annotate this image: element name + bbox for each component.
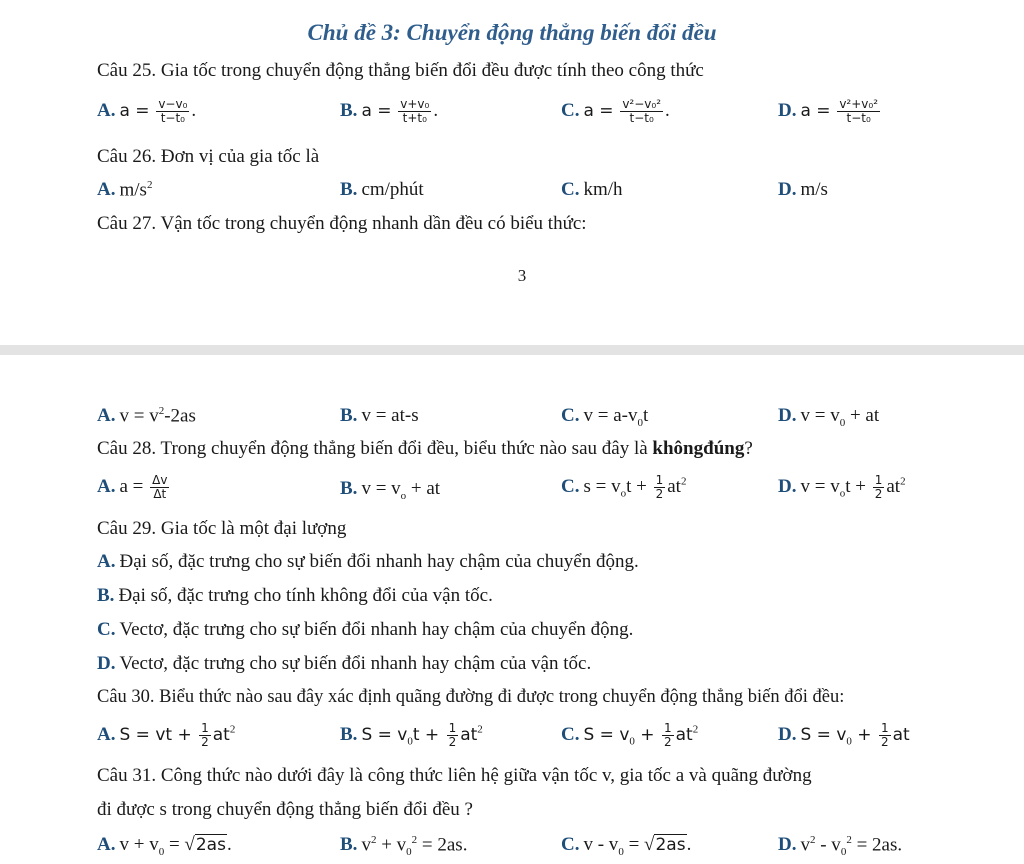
option-label: D. [778,99,797,121]
fraction: $\frac{1}{2}$ [655,473,664,501]
q29-option-c: C. Vectơ, đặc trưng cho sự biến đổi nhanh hay chậm của chuyển động. [97,619,634,640]
question-28: Câu 28. Trong chuyển động thẳng biến đổi đều, biểu thức nào sau đây là khôngđúng? [97,438,753,459]
q27-option-d: D. $v = v_0$ + at [778,405,880,429]
fraction: $\frac{1}{2}$ [663,721,672,749]
page-number: 3 [517,266,527,285]
q31-option-b: B. $v^2 + v_0^2 = 2as$. [340,834,468,859]
q28-option-c: C. $s = v_ot$ + $\frac{1}{2}$ $at^2$ [561,473,687,501]
fraction: $\frac{\text{v²−v₀²}}{\text{t−t₀}}$ [622,97,662,125]
q29-option-b: B. Đại số, đặc trưng cho tính không đổi của vận tốc. [97,585,493,606]
page-break-divider [0,345,1024,355]
q27-option-a: A. $v = v^2-2as$ [97,405,196,427]
q25-option-a: A. a = $\frac{\text{v−v₀}}{\text{t−t₀}}$ . [97,97,197,125]
q26-option-b: B. cm/phút [340,179,424,200]
q26-option-a: A. $m/s^2$ [97,179,153,201]
q25-option-c: C. a = $\frac{\text{v²−v₀²}}{\text{t−t₀}}$ . [561,97,670,125]
question-29: Câu 29. Gia tốc là một đại lượng [97,518,347,539]
q31-option-a: A. $v + v_0 = √2as$. [97,834,232,858]
q25-option-d: D. a = $\frac{\text{v²+v₀²}}{\text{t−t₀}}$ [778,97,879,125]
q26-option-d: D. m/s [778,179,828,200]
fraction: $\frac{1}{2}$ [880,721,889,749]
fraction: $\frac{1}{2}$ [201,721,209,749]
question-31-line-2: đi được s trong chuyển động thẳng biến đổi đều ? [97,799,473,820]
question-31-line-1: Câu 31. Công thức nào dưới đây là công thức liên hệ giữa vận tốc v, gia tốc a và quãng đường [97,765,812,786]
q29-option-d: D. Vectơ, đặc trưng cho sự biến đổi nhanh hay chậm của vận tốc. [97,653,592,674]
question-27: Câu 27. Vận tốc trong chuyển động nhanh dần đều có biểu thức: [97,213,587,234]
q28-option-a: A. a = $\frac{\Delta v}{\Delta t}$ [97,473,168,501]
question-30: Câu 30. Biểu thức nào sau đây xác định quãng đường đi được trong chuyển động thẳng biến đổi đều: [97,687,845,707]
fraction: $\frac{1}{2}$ [874,473,883,501]
fraction: $\frac{\text{v²+v₀²}}{\text{t−t₀}}$ [839,97,879,125]
fraction: $\frac{\Delta v}{\Delta t}$ [152,473,168,501]
question-26: Câu 26. Đơn vị của gia tốc là [97,146,320,167]
question-25: Câu 25. Gia tốc trong chuyển động thẳng biến đổi đều được tính theo công thức [97,60,704,81]
q31-option-c: C. $v - v_0 = √2as$. [561,834,692,858]
q27-option-c: C. $v = a-v_0t$ [561,405,649,429]
q29-option-a: A. Đại số, đặc trưng cho sự biến đổi nhanh hay chậm của chuyển động. [97,551,639,572]
option-label: B. [340,99,358,121]
option-label: A. [97,99,116,121]
fraction: $\frac{\text{v+v₀}}{\text{t+t₀}}$ [400,97,430,125]
fraction: $\frac{1}{2}$ [448,721,457,749]
q25-option-b: B. a = $\frac{\text{v+v₀}}{\text{t+t₀}}$ . [340,97,439,125]
fraction: $\frac{\text{v−v₀}}{\text{t−t₀}}$ [158,97,188,125]
document-title: Chủ đề 3: Chuyển động thẳng biến đổi đều [307,20,717,45]
q30-option-d: D. $S = v_0$ + $\frac{1}{2}$ at [778,721,910,749]
q28-option-d: D. $v = v_ot$ + $\frac{1}{2}$ $at^2$ [778,473,906,501]
q31-option-d: D. $v^2 - v_0^2 = 2as$. [778,834,903,859]
q26-option-c: C. km/h [561,179,623,200]
q30-option-c: C. $S = v_0$ + $\frac{1}{2}$ $at^2$ [561,721,699,749]
q27-option-b: B. v = at-s [340,405,419,426]
q28-option-b: B. $v = v_o$ + at [340,478,441,502]
option-label: C. [561,99,580,121]
q30-option-b: B. $S = v_0t$ + $\frac{1}{2}$ $at^2$ [340,721,483,749]
q30-option-a: A. S = vt + $\frac{1}{2}$ $at^2$ [97,721,236,749]
